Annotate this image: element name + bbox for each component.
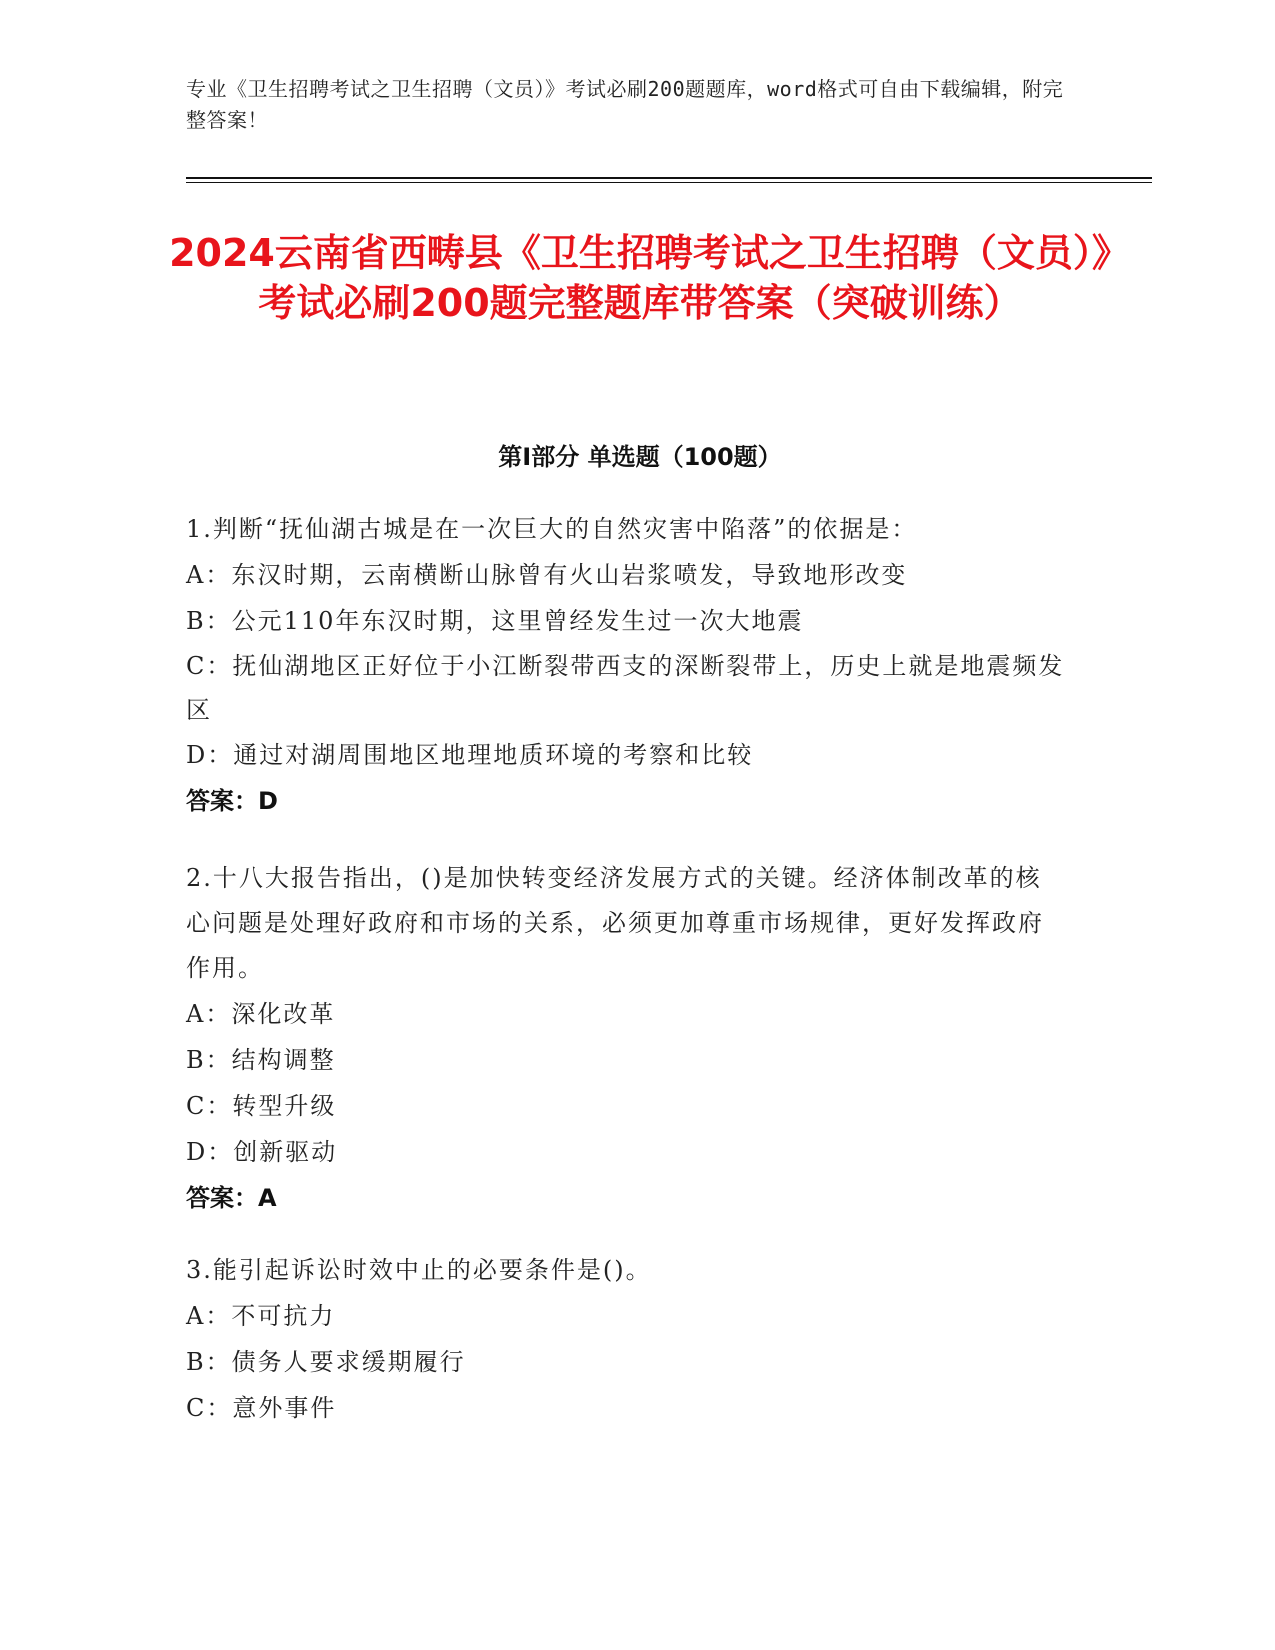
option-c: C：意外事件	[186, 1394, 337, 1422]
option-b: B：结构调整	[186, 1046, 336, 1074]
option-b: B：公元110年东汉时期，这里曾经发生过一次大地震	[186, 607, 804, 635]
option-c: C：转型升级	[186, 1092, 337, 1120]
option-a: A：不可抗力	[186, 1302, 336, 1330]
question-3	[186, 1247, 1066, 1431]
question-stem: 2.十八大报告指出，()是加快转变经济发展方式的关键。经济体制改革的核心问题是处理好政府和市场的关系，必须更加尊重市场规律，更好发挥政府作用。	[186, 864, 1044, 982]
option-b: B：债务人要求缓期履行	[186, 1348, 466, 1376]
document-title: 2024云南省西畴县《卫生招聘考试之卫生招聘（文员）》考试必刷200题完整题库带答案（突破训练）	[169, 231, 1111, 325]
question-1	[186, 506, 1066, 824]
answer-label: 答案：A	[186, 1184, 277, 1212]
option-d: D：通过对湖周围地区地理地质环境的考察和比较	[186, 741, 754, 769]
header-rule-thin	[186, 182, 1152, 183]
header-note: 专业《卫生招聘考试之卫生招聘（文员）》考试必刷200题题库，word格式可自由下载编辑，附完整答案！	[186, 77, 1064, 132]
answer-label: 答案：D	[186, 787, 278, 815]
option-d: D：创新驱动	[186, 1138, 338, 1166]
section-heading: 第I部分 单选题（100题）	[498, 443, 782, 471]
option-a: A：东汉时期，云南横断山脉曾有火山岩浆喷发，导致地形改变	[186, 561, 908, 589]
option-c: C：抚仙湖地区正好位于小江断裂带西支的深断裂带上，历史上就是地震频发区	[186, 652, 1065, 724]
header-rule-thick	[186, 177, 1152, 179]
option-a: A：深化改革	[186, 1000, 336, 1028]
question-stem: 3.能引起诉讼时效中止的必要条件是()。	[186, 1256, 652, 1284]
question-2	[186, 856, 1066, 1221]
question-stem: 1.判断“抚仙湖古城是在一次巨大的自然灾害中陷落”的依据是：	[186, 515, 918, 543]
